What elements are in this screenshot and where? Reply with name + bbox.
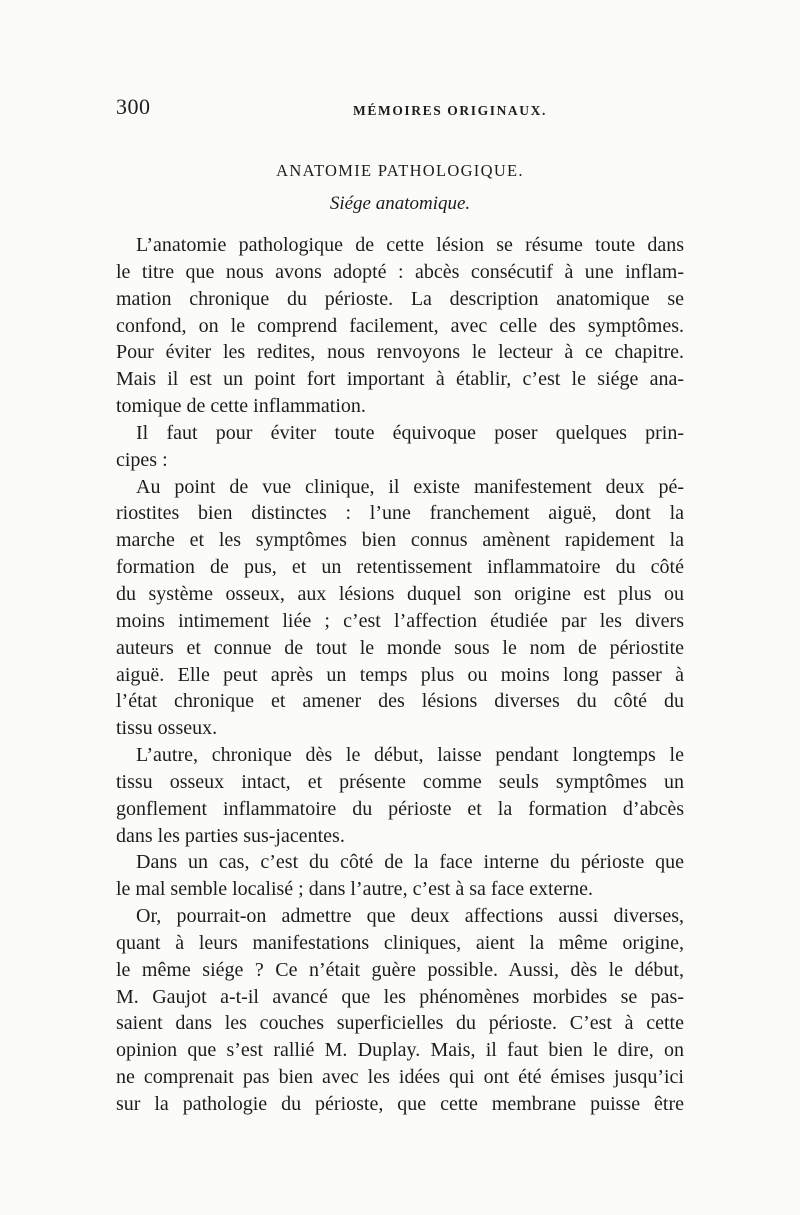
text-line: Dans un cas, c’est du côté de la face interne du périoste que xyxy=(136,851,684,874)
section-subtitle: Siége anatomique. xyxy=(329,193,471,214)
running-title: MÉMOIRES ORIGINAUX. xyxy=(353,103,547,118)
text-line: moins intimement liée ; c’est l’affection étudiée par les divers xyxy=(116,609,684,632)
text-line: Il faut pour éviter toute équivoque poser quelques prin- xyxy=(136,421,684,444)
text-line: tissu osseux. xyxy=(116,717,218,740)
text-line: dans les parties sus-jacentes. xyxy=(116,824,345,847)
page-number: 300 xyxy=(116,94,151,119)
text-line: Mais il est un point fort important à établir, c’est le siége ana- xyxy=(116,368,684,391)
text-line: saient dans les couches superficielles du périoste. C’est à cette xyxy=(116,1012,684,1035)
text-line: aiguë. Elle peut après un temps plus ou moins long passer à xyxy=(116,663,684,686)
text-line: gonflement inflammatoire du périoste et la formation d’abcès xyxy=(116,797,684,820)
body-text xyxy=(116,232,684,1118)
text-line: opinion que s’est rallié M. Duplay. Mais, il faut bien le dire, on xyxy=(116,1039,684,1062)
text-line: tomique de cette inflammation. xyxy=(116,395,366,418)
text-line: le même siége ? Ce n’était guère possible. Aussi, dès le début, xyxy=(116,958,684,981)
text-line: Pour éviter les redites, nous renvoyons le lecteur à ce chapitre. xyxy=(116,341,684,364)
text-line: du système osseux, aux lésions duquel son origine est plus ou xyxy=(116,582,684,605)
text-line: tissu osseux intact, et présente comme seuls symptômes un xyxy=(116,770,684,793)
text-line: quant à leurs manifestations cliniques, aient la même origine, xyxy=(116,931,684,954)
text-line: mation chronique du périoste. La description anatomique se xyxy=(116,287,684,310)
text-line: L’autre, chronique dès le début, laisse pendant longtemps le xyxy=(136,744,684,767)
text-line: ne comprenait pas bien avec les idées qui ont été émises jusqu’ici xyxy=(116,1066,684,1089)
text-line: formation de pus, et un retentissement inflammatoire du côté xyxy=(116,556,684,579)
section-title: ANATOMIE PATHOLOGIQUE. xyxy=(276,161,524,180)
text-line: confond, on le comprend facilement, avec celle des symptômes. xyxy=(116,314,684,337)
text-line: cipes : xyxy=(116,448,168,471)
text-line: le titre que nous avons adopté : abcès consécutif à une inflam- xyxy=(116,260,684,283)
text-line: riostites bien distinctes : l’une franchement aiguë, dont la xyxy=(116,502,684,525)
text-line: M. Gaujot a-t-il avancé que les phénomènes morbides se pas- xyxy=(116,985,684,1008)
text-line: l’état chronique et amener des lésions diverses du côté du xyxy=(116,690,684,713)
text-line: sur la pathologie du périoste, que cette membrane puisse être xyxy=(116,1093,684,1115)
text-line: L’anatomie pathologique de cette lésion se résume toute dans xyxy=(136,234,684,256)
text-line: le mal semble localisé ; dans l’autre, c’est à sa face externe. xyxy=(116,878,593,901)
text-line: marche et les symptômes bien connus amènent rapidement la xyxy=(116,529,684,552)
text-line: Au point de vue clinique, il existe manifestement deux pé- xyxy=(136,475,684,498)
text-line: auteurs et connue de tout le monde sous le nom de périostite xyxy=(116,636,684,659)
text-line: Or, pourrait-on admettre que deux affections aussi diverses, xyxy=(136,905,684,928)
